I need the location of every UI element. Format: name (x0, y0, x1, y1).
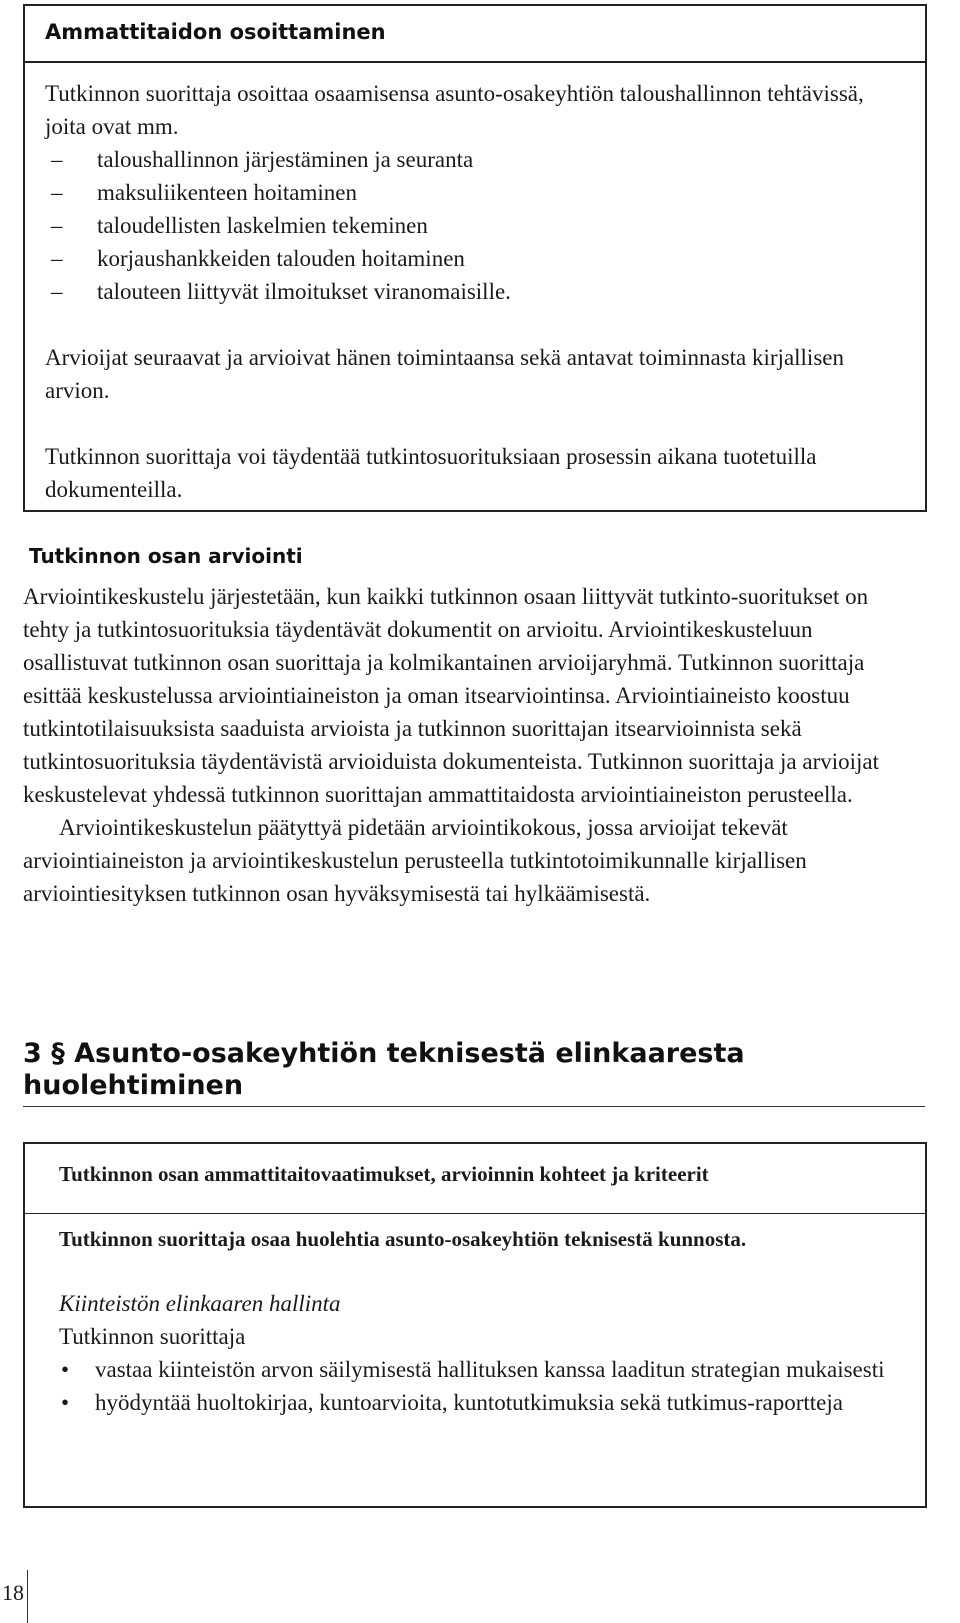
page-number-tab (0, 1570, 28, 1623)
requirements-list (59, 1353, 895, 1419)
chapter-heading (23, 1038, 925, 1107)
task-list-item (45, 143, 885, 176)
requirement-text: hyödyntää huoltokirjaa, kuntoarvioita, kuntotutkimuksia sekä tutkimus-raportteja (95, 1390, 843, 1415)
chapter-title (23, 1038, 925, 1102)
task-list-item (45, 275, 885, 308)
demonstration-intro: Tutkinnon suorittaja osoittaa osaamisensa asunto-osakeyhtiön taloushallinnon tehtävissä, joita ovat mm. (45, 81, 864, 139)
dash-marker: – (51, 147, 63, 172)
demonstration-heading: Ammattitaidon osoittaminen (45, 20, 386, 44)
task-list-item (45, 242, 885, 275)
task-text: taloudellisten laskelmien tekeminen (97, 213, 428, 238)
assessors-paragraph: Arvioijat seuraavat ja arvioivat hänen toimintaansa sekä antavat toiminnasta kirjallisen arvion. (45, 345, 844, 403)
task-list (45, 143, 885, 308)
requirements-header-divider (25, 1213, 925, 1214)
requirements-list-item (59, 1353, 895, 1386)
requirement-text: vastaa kiinteistön arvon säilymisestä hallituksen kanssa laaditun strategian mukaisesti (95, 1357, 885, 1382)
requirements-header: Tutkinnon osan ammattitaitovaatimukset, arvioinnin kohteet ja kriteerit (59, 1162, 709, 1186)
chapter-title-text: Asunto-osakeyhtiön teknisestä elinkaaresta huolehtiminen (23, 1038, 745, 1101)
requirements-subheading: Kiinteistön elinkaaren hallinta (59, 1291, 341, 1316)
task-text: maksuliikenteen hoitaminen (97, 180, 357, 205)
requirements-list-item (59, 1386, 895, 1419)
task-text: korjaushankkeiden talouden hoitaminen (97, 246, 465, 271)
page-number: 18 (2, 1580, 24, 1605)
requirements-box-body (25, 1144, 925, 1419)
requirements-lead: Tutkinnon suorittaja (59, 1324, 246, 1349)
assessment-section (23, 542, 903, 910)
demonstration-box-header (25, 6, 925, 63)
dash-marker: – (51, 279, 63, 304)
task-text: taloushallinnon järjestäminen ja seuranta (97, 147, 474, 172)
demonstration-box (23, 4, 927, 512)
chapter-number: 3 (23, 1038, 42, 1069)
section-symbol: § (51, 1038, 65, 1069)
documents-paragraph: Tutkinnon suorittaja voi täydentää tutkintosuorituksiaan prosessin aikana tuotetuilla dokumenteilla. (45, 444, 817, 502)
assessment-paragraph-2: Arviointikeskustelun päätyttyä pidetään arviointikokous, jossa arvioijat tekevät arviointiaineiston ja arviointikeskustelun perusteella tutkintotoimikunnalle kirjallisen arviointiesityksen tutkinnon osan hyväksymisestä tai hylkäämisestä. (23, 815, 807, 906)
task-list-item (45, 209, 885, 242)
bullet-marker: • (61, 1357, 70, 1382)
dash-marker: – (51, 213, 63, 238)
assessment-paragraph-1: Arviointikeskustelu järjestetään, kun kaikki tutkinnon osaan liittyvät tutkinto-suoritukset on tehty ja tutkintosuorituksia täydentävät dokumentit on arvioitu. Arviointikeskusteluun osallistuvat tutkinnon osan suorittaja ja kolmikantainen arvioijaryhmä. Tutkinnon suorittaja esittää keskustelussa arviointiaineiston ja oman itsearviointinsa. Arviointiaineisto koostuu tutkintotilaisuuksista saaduista arvioista ja tutkinnon suorittajan itsearvioinnista sekä tutkintosuorituksia täydentävistä arvioiduista dokumenteista. Tutkinnon suorittaja ja arvioijat keskustelevat yhdessä tutkinnon suorittajan ammattitaidosta arviointiaineiston perusteella. (23, 584, 879, 807)
requirements-box (23, 1142, 927, 1508)
assessment-heading: Tutkinnon osan arviointi (29, 544, 303, 568)
dash-marker: – (51, 246, 63, 271)
dash-marker: – (51, 180, 63, 205)
task-text: talouteen liittyvät ilmoitukset viranomaisille. (97, 279, 511, 304)
requirements-goal: Tutkinnon suorittaja osaa huolehtia asunto-osakeyhtiön teknisestä kunnosta. (59, 1227, 747, 1251)
demonstration-box-body (25, 63, 925, 506)
bullet-marker: • (61, 1390, 70, 1415)
task-list-item (45, 176, 885, 209)
